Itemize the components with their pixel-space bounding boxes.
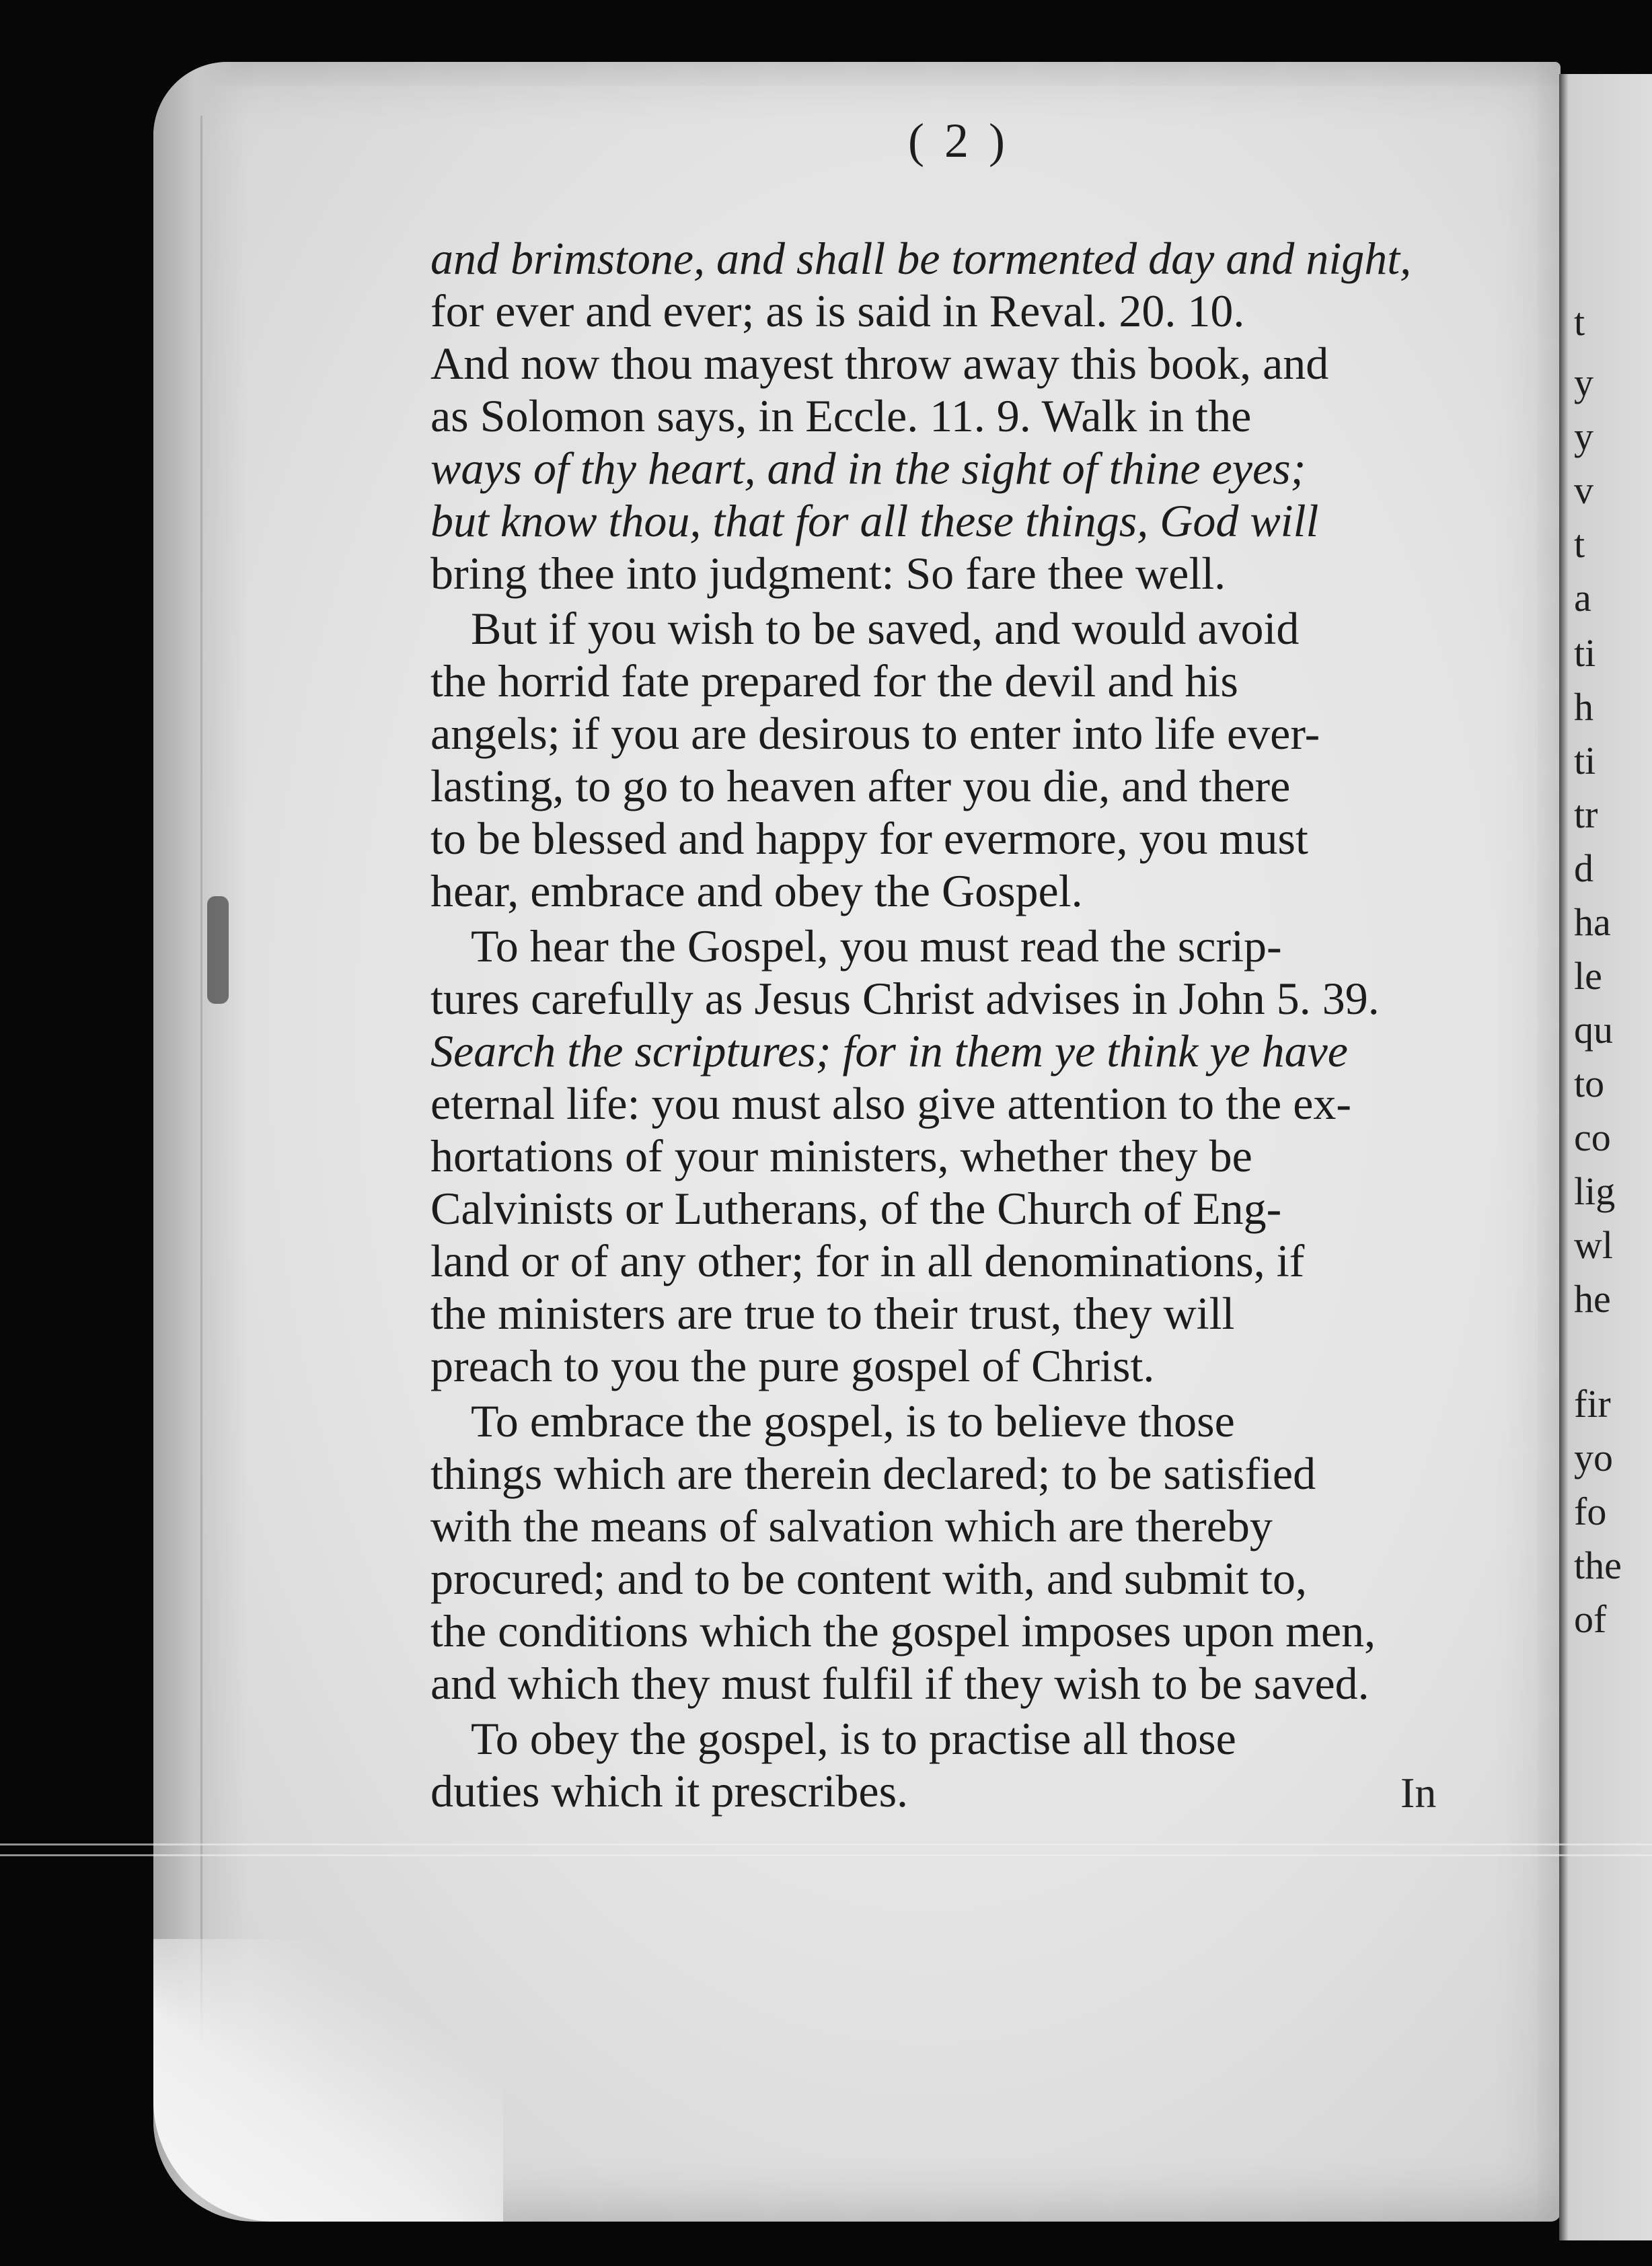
text-line: tures carefully as Jesus Christ advises in John 5. 39. [430,973,1380,1024]
text-line: lasting, to go to heaven after you die, and there [430,760,1291,811]
torn-corner [153,1939,503,2222]
adjacent-fragment: t [1574,522,1585,566]
text-line: Calvinists or Lutherans, of the Church of Eng- [430,1183,1282,1234]
adjacent-fragment: fo [1574,1490,1607,1533]
text-line: angels; if you are desirous to enter into life ever- [430,708,1320,759]
text-line: as Solomon says, in Eccle. 11. 9. Walk in the [430,390,1252,441]
adjacent-fragment: of [1574,1597,1607,1641]
text-line: eternal life: you must also give attention to the ex- [430,1078,1352,1129]
adjacent-fragment: qu [1574,1008,1613,1052]
page-fold-line [200,116,202,2100]
text-line: To hear the Gospel, you must read the scrip- [471,920,1282,972]
page-number: ( 2 ) [908,114,1009,168]
text-line: hortations of your ministers, whether they be [430,1130,1252,1181]
adjacent-fragment: lig [1574,1169,1616,1213]
text-line: To embrace the gospel, is to believe those [471,1395,1235,1447]
adjacent-fragment: yo [1574,1436,1613,1479]
text-line: And now thou mayest throw away this book, and [430,338,1329,389]
text-line: duties which it prescribes. [430,1765,909,1817]
adjacent-fragment: wl [1574,1223,1613,1267]
adjacent-fragment: fir [1574,1382,1611,1426]
text-line: But if you wish to be saved, and would avoid [471,603,1300,654]
text-line: the conditions which the gospel imposes upon men, [430,1605,1376,1656]
text-line: ways of thy heart, and in the sight of thine eyes; [430,443,1306,494]
scan-artifact-line [0,1854,1652,1856]
text-line: Search the scriptures; for in them ye think ye have [430,1025,1348,1076]
catchword: In [1400,1769,1437,1817]
adjacent-fragment: tr [1574,793,1598,836]
text-line: hear, embrace and obey the Gospel. [430,865,1083,916]
text-line: procured; and to be content with, and submit to, [430,1553,1308,1604]
ink-stain [207,896,229,1004]
text-line: and brimstone, and shall be tormented day and night, [430,233,1412,284]
adjacent-fragment: a [1574,576,1591,620]
adjacent-fragment: the [1574,1543,1622,1587]
scan-artifact-line [0,1843,1652,1845]
text-line: preach to you the pure gospel of Christ. [430,1340,1155,1391]
text-line: but know thou, that for all these things, God will [430,495,1319,546]
adjacent-fragment: v [1574,468,1593,512]
text-line: the ministers are true to their trust, they will [430,1288,1235,1339]
adjacent-fragment: y [1574,361,1593,404]
adjacent-fragment: le [1574,954,1602,998]
text-line: to be blessed and happy for evermore, you must [430,813,1308,864]
text-line: with the means of salvation which are thereby [430,1500,1273,1551]
text-line: bring thee into judgment: So fare thee well. [430,548,1226,599]
adjacent-fragment: co [1574,1116,1611,1159]
adjacent-fragment: d [1574,846,1593,890]
text-line: land or of any other; for in all denominations, if [430,1235,1305,1286]
adjacent-fragment: ti [1574,631,1596,675]
text-line: for ever and ever; as is said in Reval. 20. 10. [430,285,1245,336]
adjacent-fragment: to [1574,1062,1605,1105]
adjacent-fragment: ha [1574,900,1611,944]
adjacent-fragment: ti [1574,739,1596,782]
adjacent-fragment: t [1574,300,1585,344]
adjacent-fragment: y [1574,414,1593,458]
text-line: the horrid fate prepared for the devil and his [430,655,1238,706]
adjacent-page-strip [1559,74,1652,2240]
text-line: To obey the gospel, is to practise all those [471,1713,1236,1764]
adjacent-fragment: he [1574,1277,1611,1321]
text-line: and which they must fulfil if they wish to be saved. [430,1658,1369,1709]
text-line: things which are therein declared; to be satisfied [430,1448,1316,1499]
adjacent-fragment: h [1574,685,1593,729]
